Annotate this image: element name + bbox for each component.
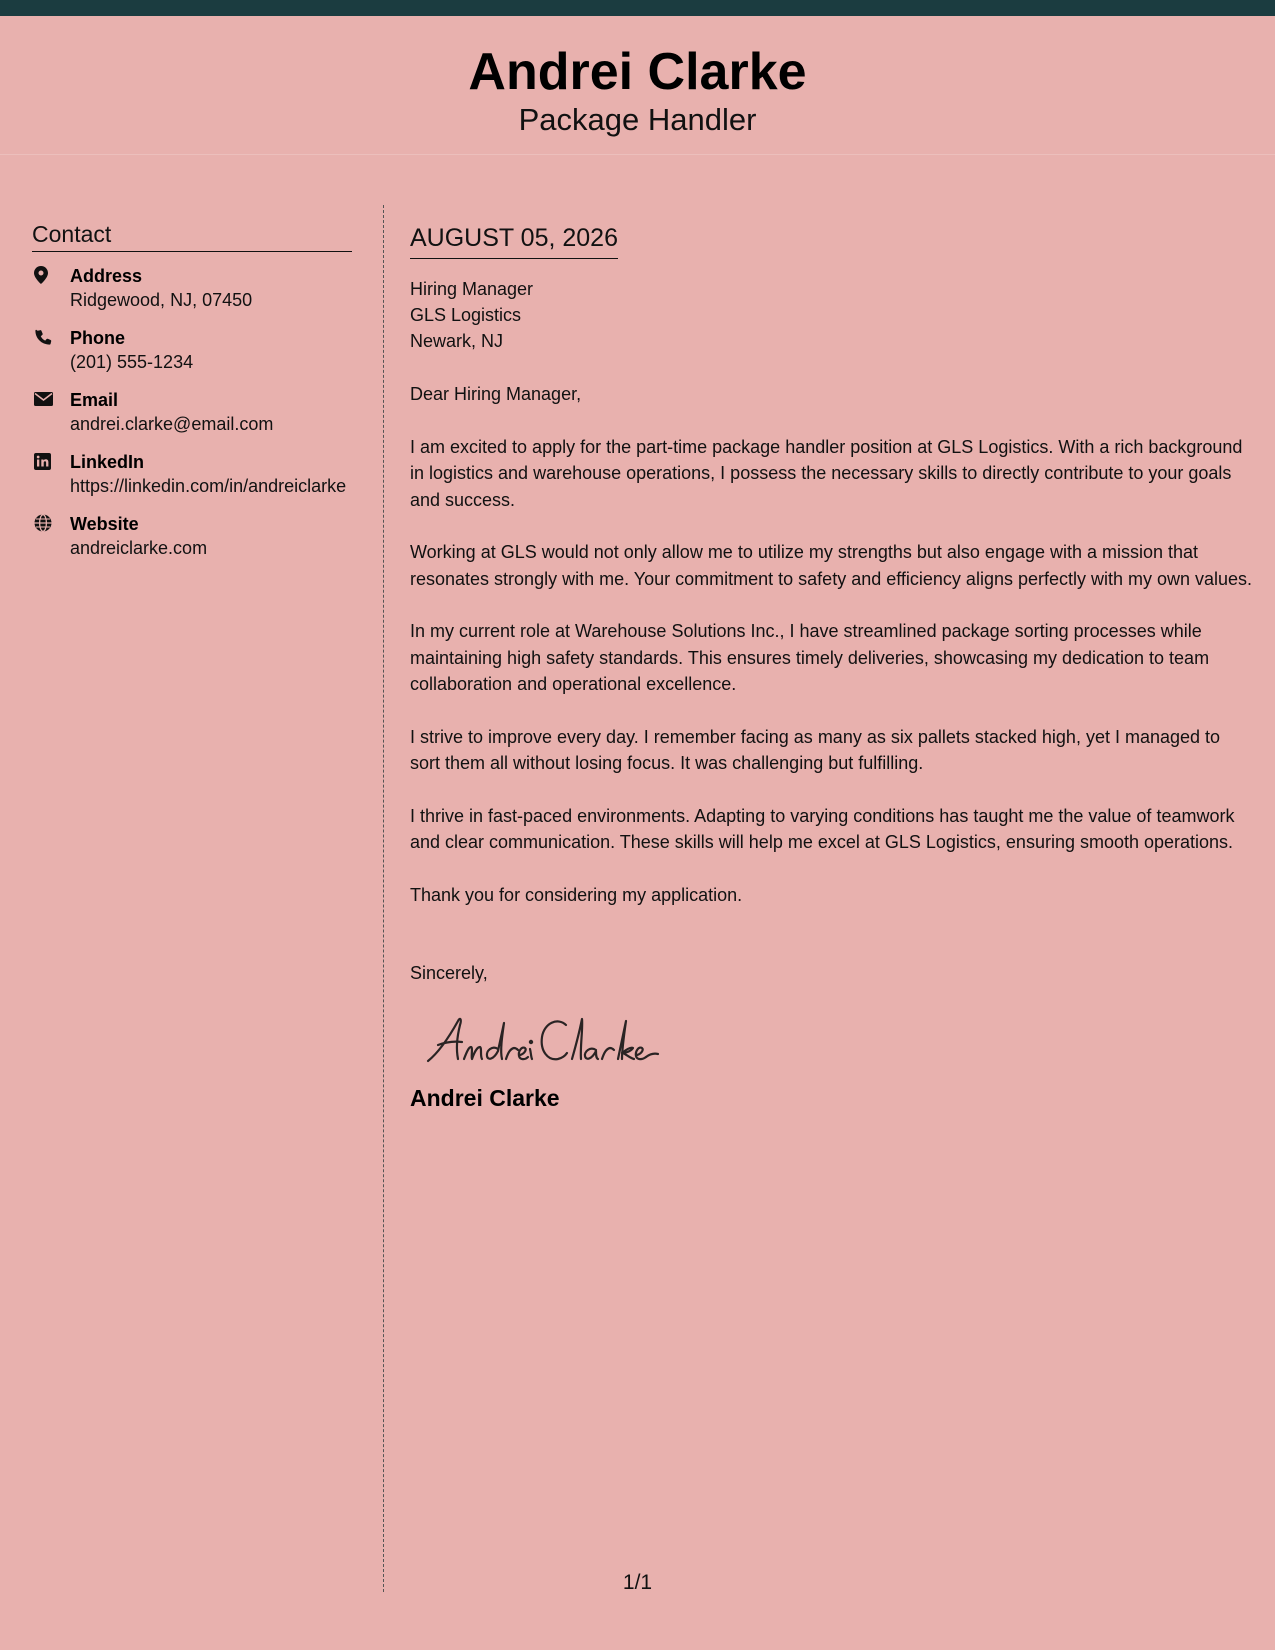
signer-name: Andrei Clarke — [410, 1084, 560, 1111]
recipient-line: GLS Logistics — [410, 305, 522, 325]
website-label: Website — [70, 514, 139, 534]
contact-item-email — [32, 388, 352, 436]
letter-paragraph: I am excited to apply for the part-time package handler position at GLS Logistics. With a rich background in logistics and warehouse operations, I possess the necessary skills to directly contribute to your goals and success. — [410, 436, 1243, 510]
letter-paragraph: Thank you for considering my application. — [410, 884, 743, 905]
handwritten-signature — [424, 1009, 1255, 1069]
page-number: 1/1 — [622, 1571, 653, 1594]
cover-letter-body — [410, 222, 1255, 1113]
phone-icon — [32, 326, 70, 348]
address-label: Address — [70, 266, 143, 286]
letter-paragraph: I strive to improve every day. I remember facing as many as six pallets stacked high, yet I managed to sort them all without losing focus. It was challenging but fulfilling. — [410, 726, 1221, 773]
contact-item-linkedin — [32, 450, 352, 498]
column-divider — [383, 205, 384, 1592]
recipient-line: Hiring Manager — [410, 279, 534, 299]
envelope-icon — [32, 388, 70, 410]
letter-date: AUGUST 05, 2026 — [410, 222, 618, 259]
letter-paragraph: I thrive in fast-paced environments. Adapting to varying conditions has taught me the value of teamwork and clear communication. These skills will help me excel at GLS Logistics, ensuring smooth operations. — [410, 805, 1235, 852]
globe-icon — [32, 512, 70, 534]
salutation: Dear Hiring Manager, — [410, 384, 582, 404]
letter-paragraph: In my current role at Warehouse Solutions Inc., I have streamlined package sorting processes while maintaining high safety standards. This ensures timely deliveries, showcasing my dedication to team collaboration and operational excellence. — [410, 621, 1210, 694]
contact-heading: Contact — [32, 220, 352, 252]
linkedin-value: https://linkedin.com/in/andreiclarke — [70, 476, 347, 496]
map-pin-icon — [32, 264, 70, 286]
letter-paragraph: Working at GLS would not only allow me to utilize my strengths but also engage with a mission that resonates strongly with me. Your commitment to safety and efficiency aligns perfectly with my own values. — [410, 542, 1253, 589]
contact-item-address — [32, 264, 352, 312]
linkedin-label: LinkedIn — [70, 452, 145, 472]
recipient-block — [410, 276, 1255, 354]
email-value: andrei.clarke@email.com — [70, 414, 274, 434]
closing: Sincerely, — [410, 963, 488, 983]
job-title: Package Handler — [518, 102, 757, 137]
website-value: andreiclarke.com — [70, 538, 208, 558]
address-value: Ridgewood, NJ, 07450 — [70, 290, 253, 310]
phone-label: Phone — [70, 328, 126, 348]
linkedin-icon — [32, 450, 70, 472]
phone-value: (201) 555-1234 — [70, 352, 194, 372]
contact-item-phone — [32, 326, 352, 374]
contact-item-website — [32, 512, 352, 560]
email-label: Email — [70, 390, 119, 410]
contact-sidebar — [32, 220, 352, 574]
applicant-name: Andrei Clarke — [468, 43, 807, 101]
recipient-line: Newark, NJ — [410, 331, 504, 351]
page-header — [0, 16, 1275, 155]
top-accent-bar — [0, 0, 1275, 16]
